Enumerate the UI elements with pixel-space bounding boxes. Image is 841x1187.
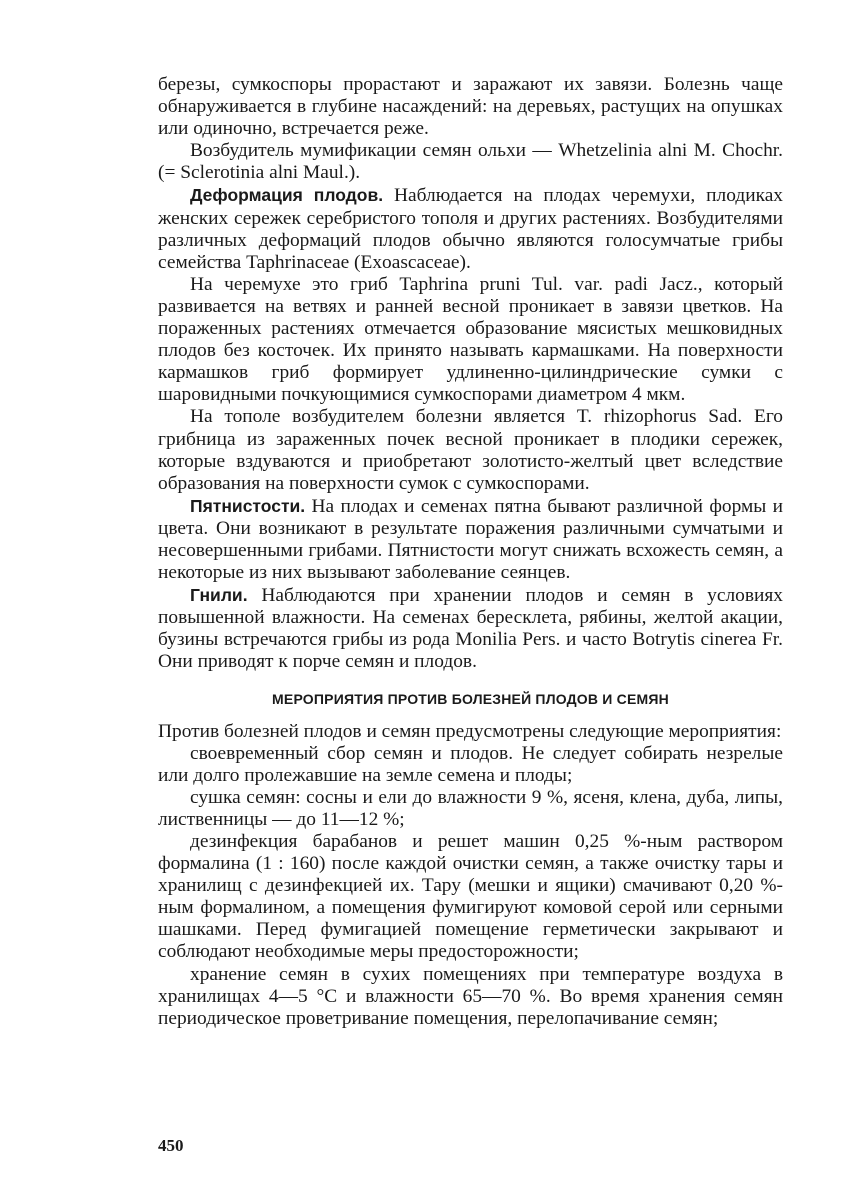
body-text-top — [158, 74, 783, 674]
paragraph-text: березы, сумкоспоры прорастают и заражают их завязи. Болезнь чаще обнаруживается в глубине насаждений: на деревьях, растущих на опушках или одиночно, встречается реже. — [158, 74, 783, 140]
paragraph-q3 — [158, 787, 783, 831]
paragraph-p4 — [158, 274, 783, 407]
paragraph-p6 — [158, 495, 783, 584]
paragraph-text: На плодах и семенах пятна бывают различной формы и цвета. Они возникают в результате поражения различными сумчатыми и несовершенными грибами. Пятнистости могут снижать всхожесть семян, а некоторые из них вызывают заболевание сеянцев. — [158, 495, 783, 584]
paragraph-q5 — [158, 964, 783, 1030]
page-number: 450 — [158, 1136, 184, 1155]
paragraph-text: Против болезней плодов и семян предусмотрены следующие мероприятия: — [158, 720, 782, 742]
paragraph-text: дезинфекция барабанов и решет машин 0,25 %-ным раствором формалина (1 : 160) после каждой очистки семян, а также очистку тары и хранилищ с дезинфекцией их. Тару (мешки и ящики) смачивают 0,20 %-ным формалином, а помещения фумигируют комовой серой или серными шашками. Перед фумигацией помещение герметически закрывают и соблюдают необходимые меры предосторожности; — [158, 831, 783, 963]
paragraph-lead: Деформация плодов. — [190, 185, 384, 206]
paragraph-p7 — [158, 584, 783, 673]
paragraph-text: сушка семян: сосны и ели до влажности 9 %, ясеня, клена, дуба, липы, лиственницы — до 11—12 %; — [158, 786, 783, 830]
paragraph-q2 — [158, 743, 783, 787]
paragraph-text: Наблюдаются при хранении плодов и семян в условиях повышенной влажности. На семенах бересклета, рябины, желтой акации, бузины встречаются грибы из рода Monilia Pers. и часто Botrytis cinerea Fr. Они приводят к порче семян и плодов. — [158, 585, 783, 673]
paragraph-text: На черемухе это гриб Taphrina pruni Tul. var. padi Jacz., который развивается на ветвях и ранней весной проникает в завязи цветков. На пораженных растениях отмечается образование мясистых мешковидных плодов без косточек. Их принято называть кармашками. На поверхности кармашков гриб формирует удлиненно-цилиндрические сумки с шаровидными почкующимися сумкоспорами диаметром 4 мкм. — [158, 273, 783, 406]
paragraph-p1 — [158, 74, 783, 140]
paragraph-q1 — [158, 721, 783, 743]
paragraph-p2 — [158, 140, 783, 184]
paragraph-text: Наблюдается на плодах черемухи, плодиках женских сережек серебристого тополя и других растениях. Возбудителями различных деформаций плодов обычно являются голосумчатые грибы семейства Taphrinaceae (Exoascaceae). — [158, 185, 783, 273]
page-content — [158, 74, 783, 1030]
paragraph-text: На тополе возбудителем болезни является T. rhizophorus Sad. Его грибница из зараженных почек весной проникает в плодики сережек, которые вздуваются и приобретают золотисто-желтый цвет вследствие образования на поверхности сумок с сумкоспорами. — [158, 406, 783, 494]
section-heading: МЕРОПРИЯТИЯ ПРОТИВ БОЛЕЗНЕЙ ПЛОДОВ И СЕМЯН — [272, 690, 669, 707]
paragraph-lead: Пятнистости. — [190, 495, 306, 516]
paragraph-text: своевременный сбор семян и плодов. Не следует собирать незрелые или долго пролежавшие на земле семена и плоды; — [158, 742, 783, 786]
paragraph-p3 — [158, 184, 783, 273]
body-text-bottom — [158, 721, 783, 1030]
paragraph-lead: Гнили. — [190, 585, 248, 606]
paragraph-text: Возбудитель мумификации семян ольхи — Whetzelinia alni M. Chochr. (= Sclerotinia alni Maul.). — [158, 140, 783, 184]
paragraph-q4 — [158, 831, 783, 964]
paragraph-p5 — [158, 406, 783, 494]
paragraph-text: хранение семян в сухих помещениях при температуре воздуха в хранилищах 4—5 °С и влажности 65—70 %. Во время хранения семян периодическое проветривание помещения, перелопачивание семян; — [158, 963, 783, 1029]
